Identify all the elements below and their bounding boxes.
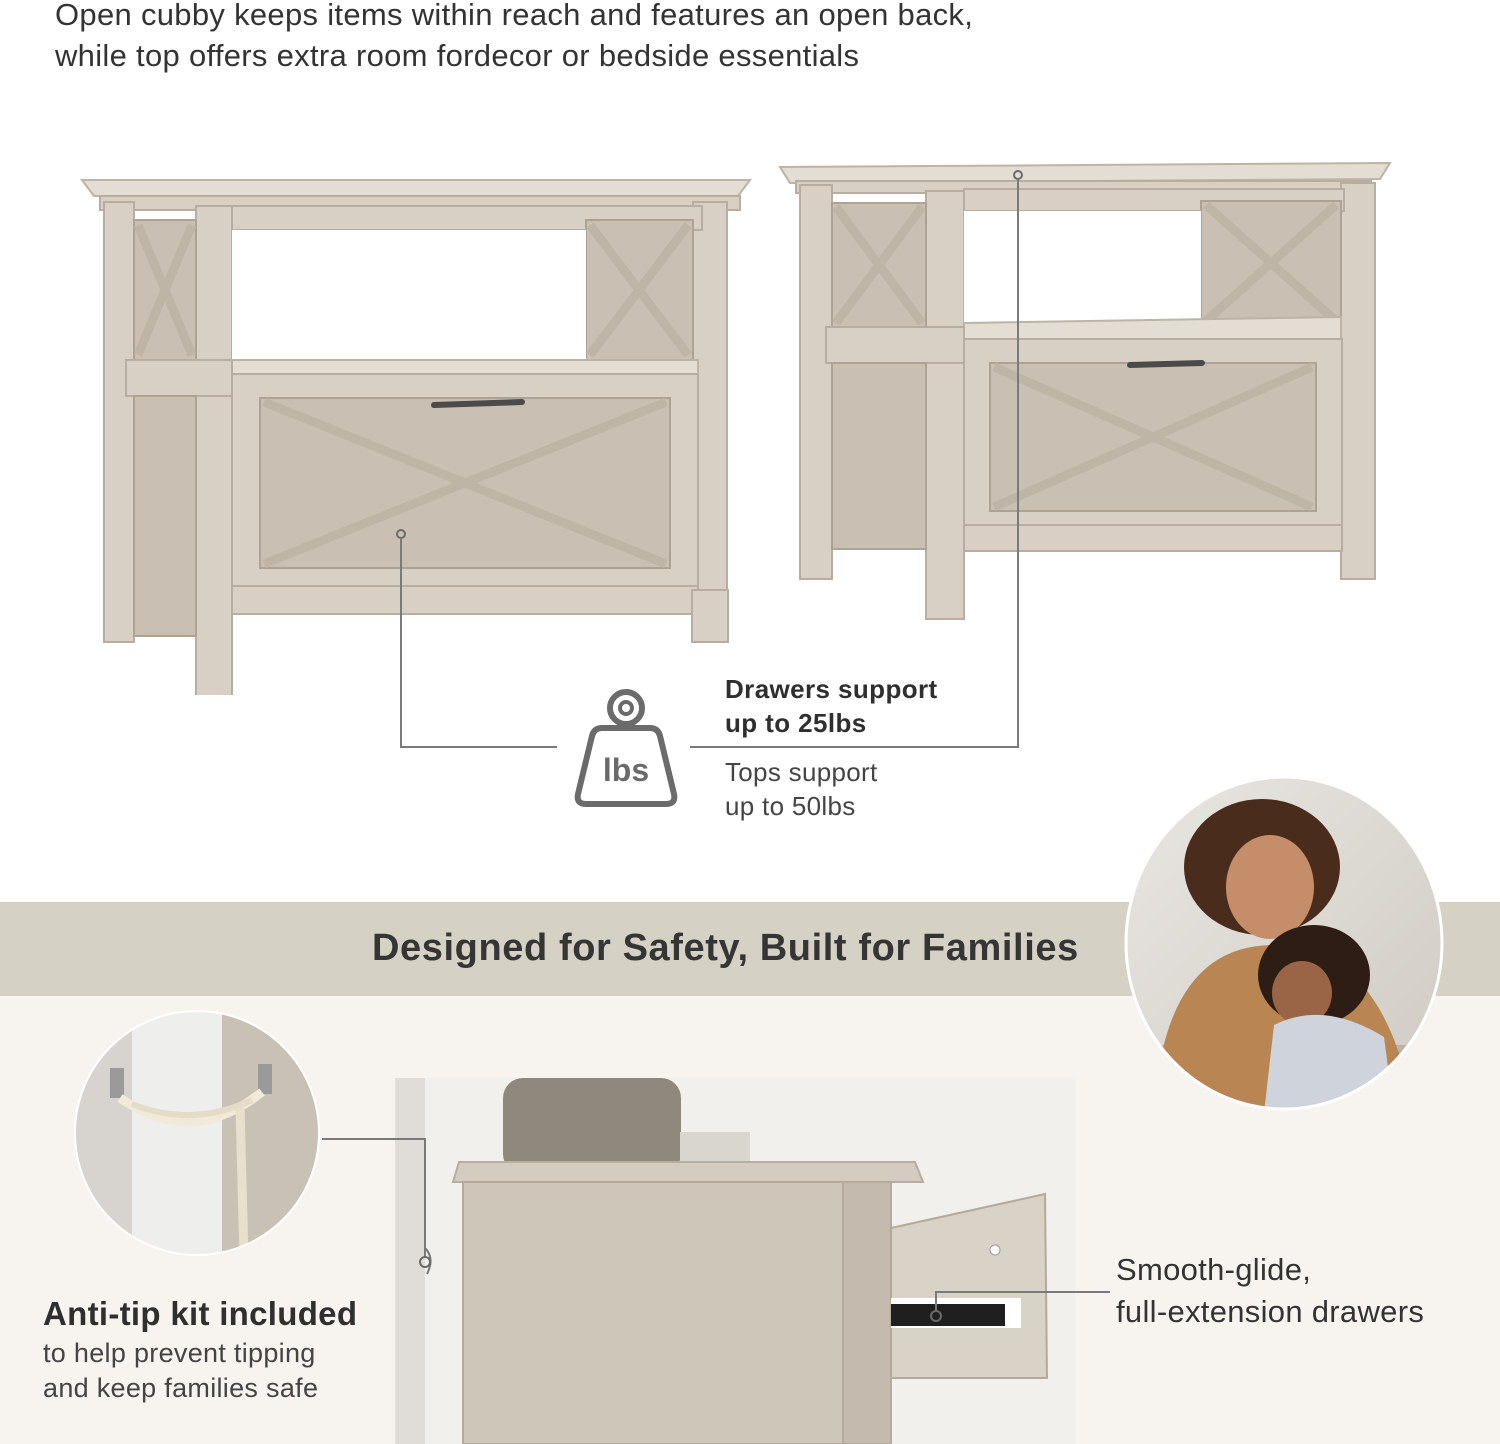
intro-line-1: Open cubby keeps items within reach and features an open back, (55, 0, 974, 32)
safety-banner-title: Designed for Safety, Built for Families (372, 927, 1079, 969)
drawers-line-2: up to 25lbs (725, 708, 867, 738)
anti-tip-title: Anti-tip kit included (43, 1295, 358, 1332)
weight-icon-label: lbs (602, 752, 650, 788)
anti-tip-line-1: to help prevent tipping (43, 1338, 316, 1368)
family-photo (1124, 775, 1448, 1113)
weight-lbs-icon (574, 688, 678, 810)
anti-tip-subtext (43, 1336, 403, 1406)
glide-line-2: full-extension drawers (1116, 1294, 1425, 1329)
tops-line-2: up to 50lbs (725, 791, 856, 821)
intro-line-2: while top offers extra room fordecor or bedside essentials (55, 38, 860, 73)
drawers-support-spec (725, 672, 938, 740)
anti-tip-line-2: and keep families safe (43, 1373, 319, 1403)
glide-line-1: Smooth-glide, (1116, 1252, 1312, 1287)
tops-line-1: Tops support (725, 757, 878, 787)
drawers-line-1: Drawers support (725, 674, 938, 704)
smooth-glide-text (1116, 1249, 1486, 1333)
tops-support-spec (725, 755, 877, 823)
